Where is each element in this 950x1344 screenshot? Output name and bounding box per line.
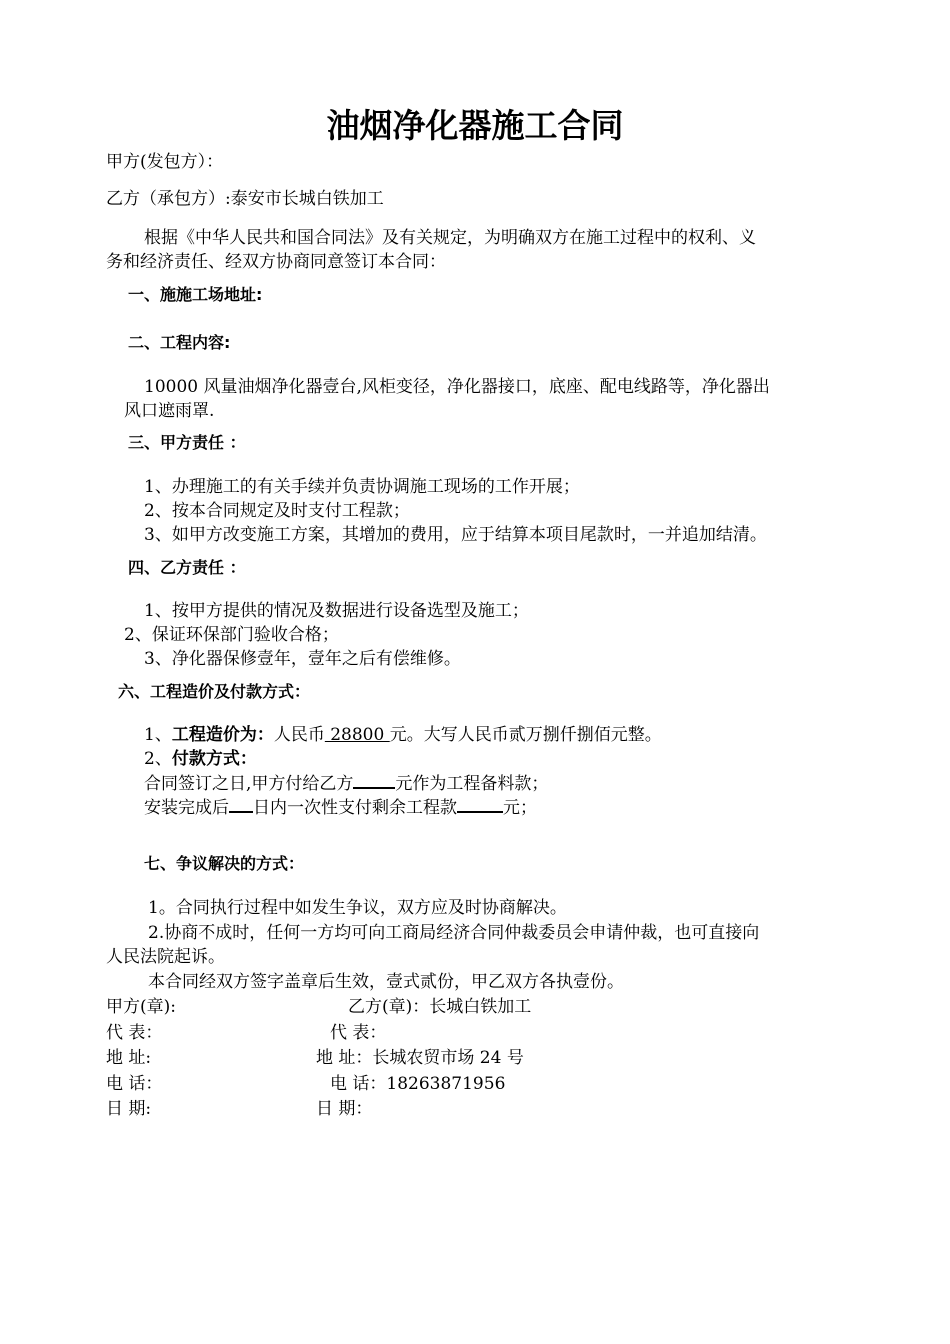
payment-line-2 (144, 797, 537, 819)
section-2-text-line-2: 风口遮雨罩. (124, 401, 215, 421)
section-2-heading: 二、工程内容: (128, 333, 231, 352)
party-b-address: 地 址：长城农贸市场 24 号 (316, 1048, 524, 1068)
party-a-phone: 电 话： (106, 1074, 163, 1094)
cost-label: 工程造价为： (171, 725, 274, 745)
item-number: 2、 (144, 749, 172, 769)
deposit-blank (353, 773, 395, 789)
section-6-item-1 (144, 724, 662, 746)
preamble-line-2: 务和经济责任、经双方协商同意签订本合同： (106, 252, 446, 272)
section-1-heading: 一、施施工场地址: (128, 285, 263, 304)
party-b-phone: 电 话：18263871956 (330, 1074, 506, 1094)
currency-text: 人民币 (273, 725, 325, 745)
party-b-date: 日 期： (316, 1099, 373, 1119)
payment-line-2-text-b: 日内一次性支付剩余工程款 (253, 798, 457, 818)
section-3-item-1: 1、办理施工的有关手续并负责协调施工现场的工作开展； (144, 477, 580, 497)
party-b-representative: 代 表： (330, 1023, 387, 1043)
payment-line-1-text-a: 合同签订之日,甲方付给乙方 (144, 774, 354, 794)
section-7-heading: 七、争议解决的方式： (144, 854, 305, 873)
payment-line-1-text-b: 元作为工程备料款； (395, 774, 549, 794)
section-3-item-3: 3、如甲方改变施工方案，其增加的费用，应于结算本项目尾款时，一并追加结清。 (144, 525, 767, 545)
party-a-representative: 代 表： (106, 1023, 163, 1043)
party-b-seal: 乙方(章)：长城白铁加工 (348, 997, 532, 1017)
section-7-item-2-line-2: 人民法院起诉。 (106, 947, 225, 967)
document-title: 油烟净化器施工合同 (326, 106, 624, 145)
item-number: 1、 (144, 725, 172, 745)
days-blank (229, 797, 253, 813)
party-a-seal: 甲方(章): (106, 997, 176, 1017)
cost-amount: 28800 (324, 725, 390, 745)
section-2-text-line-1: 10000 风量油烟净化器壹台,风柜变径，净化器接口，底座、配电线路等，净化器出 (144, 377, 770, 397)
preamble-line-1: 根据《中华人民共和国合同法》及有关规定，为明确双方在施工过程中的权利、义 (144, 228, 756, 248)
section-4-item-1: 1、按甲方提供的情况及数据进行设备选型及施工； (144, 601, 529, 621)
payment-line-2-text-c: 元； (503, 798, 537, 818)
section-4-heading: 四、乙方责任 ： (128, 558, 246, 577)
section-6-heading: 六、工程造价及付款方式： (118, 682, 311, 701)
remaining-amount-blank (457, 797, 503, 813)
section-6-item-2 (144, 748, 257, 770)
section-7-item-1: 1。合同执行过程中如发生争议，双方应及时协商解决。 (148, 898, 567, 918)
section-7-item-2-line-1: 2.协商不成时，任何一方均可向工商局经济合同仲裁委员会申请仲裁，也可直接向 (148, 923, 760, 943)
party-a-date: 日 期: (106, 1099, 152, 1119)
section-3-item-2: 2、按本合同规定及时支付工程款； (144, 501, 410, 521)
section-3-heading: 三、甲方责任 ： (128, 433, 246, 452)
payment-method-label: 付款方式： (171, 749, 257, 769)
section-4-item-2: 2、保证环保部门验收合格； (124, 625, 339, 645)
section-4-item-3: 3、净化器保修壹年，壹年之后有偿维修。 (144, 649, 461, 669)
closing-statement: 本合同经双方签字盖章后生效，壹式贰份，甲乙双方各执壹份。 (148, 972, 624, 992)
party-b-line: 乙方（承包方）:泰安市长城白铁加工 (106, 189, 384, 209)
payment-line-2-text-a: 安装完成后 (144, 798, 229, 818)
party-a-address: 地 址: (106, 1048, 152, 1068)
payment-line-1 (144, 773, 548, 795)
cost-in-words: 元。大写人民币贰万捌仟捌佰元整。 (389, 725, 662, 745)
party-a-line: 甲方(发包方）： (106, 152, 224, 172)
